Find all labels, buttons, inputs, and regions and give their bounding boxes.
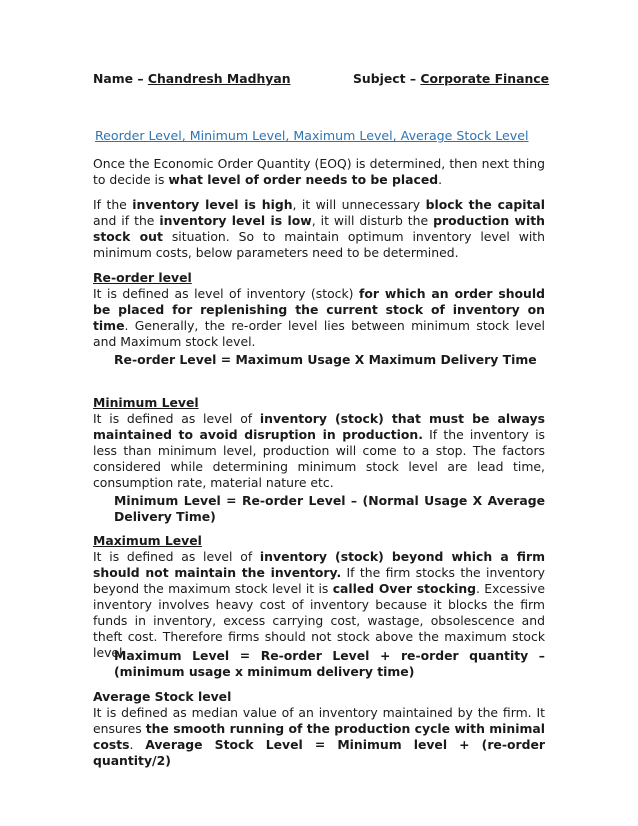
average-heading: Average Stock level [93, 689, 232, 704]
maximum-body: It is defined as level of inventory (stock) beyond which a firm should not maintain the inventory. If the firm stocks the inventory beyond the maximum stock level it is called Over stocking. Excessive inventory involves heavy cost of inventory because it blocks the firm funds in inventory, excess carrying cost, wastage, obsolescence and theft cost. Therefore firms should not stock above the maximum stock level. [93, 549, 545, 660]
average-body: It is defined as median value of an inventory maintained by the firm. It ensures the smooth running of the production cycle with minimal costs. Average Stock Level = Minimum level + (re-order quantity/2) [93, 705, 545, 768]
maximum-heading: Maximum Level [93, 533, 202, 548]
page-title: Reorder Level, Minimum Level, Maximum Level, Average Stock Level [95, 128, 529, 143]
reorder-formula: Re-order Level = Maximum Usage X Maximum Delivery Time [114, 352, 537, 367]
reorder-heading: Re-order level [93, 270, 192, 285]
minimum-body: It is defined as level of inventory (stock) that must be always maintained to avoid disruption in production. If the inventory is less than minimum level, production will come to a stop. The factors considered while determining minimum stock level are lead time, consumption rate, material nature etc. [93, 411, 545, 490]
subject-value: Corporate Finance [420, 71, 550, 86]
name-value: Chandresh Madhyan [147, 71, 291, 86]
minimum-formula: Minimum Level = Re-order Level – (Normal Usage X Average Delivery Time) [114, 493, 545, 524]
maximum-formula: Maximum Level = Re-order Level + re-order quantity – (minimum usage x minimum delivery time) [114, 648, 545, 679]
intro-paragraph-2: If the inventory level is high, it will unnecessary block the capital and if the inventory level is low, it will disturb the production with stock out situation. So to maintain optimum inventory level with minimum costs, below parameters need to be determined. [93, 197, 545, 260]
subject-field [353, 71, 549, 86]
intro-paragraph-1: Once the Economic Order Quantity (EOQ) is determined, then next thing to decide is what level of order needs to be placed. [93, 156, 545, 187]
name-label: Name – [93, 71, 144, 86]
reorder-body: It is defined as level of inventory (stock) for which an order should be placed for replenishing the current stock of inventory on time. Generally, the re-order level lies between minimum stock level and Maximum stock level. [93, 286, 545, 349]
minimum-heading: Minimum Level [93, 395, 199, 410]
name-field [93, 71, 291, 86]
subject-label: Subject – [353, 71, 417, 86]
